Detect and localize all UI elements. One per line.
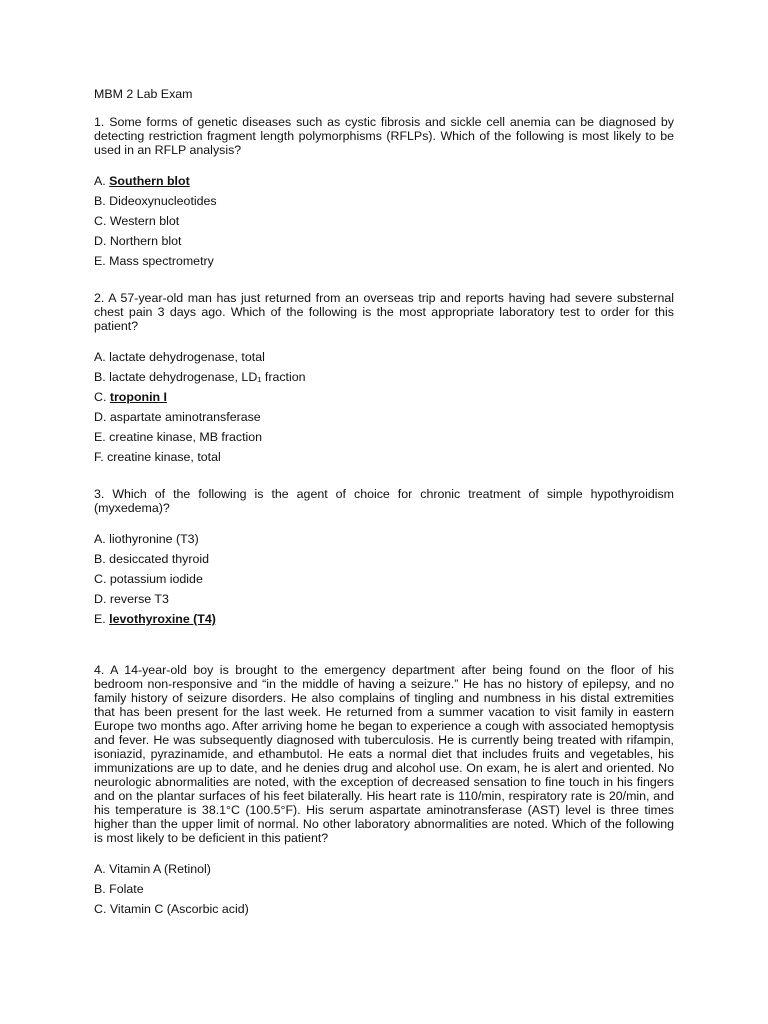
option-text: lactate dehydrogenase, total <box>109 350 265 364</box>
answer-options <box>94 529 674 629</box>
answer-option-b <box>94 367 674 387</box>
option-label: A. <box>94 350 106 364</box>
option-text: reverse T3 <box>109 592 169 606</box>
option-text: Folate <box>109 882 144 896</box>
answer-option-a <box>94 171 674 191</box>
option-text: Vitamin A (Retinol) <box>109 862 211 876</box>
option-label: B. <box>94 194 106 208</box>
option-text: liothyronine (T3) <box>109 532 199 546</box>
answer-option-d <box>94 589 674 609</box>
option-label: C. <box>94 214 107 228</box>
answer-option-d <box>94 231 674 251</box>
option-label: C. <box>94 390 107 404</box>
option-label: A. <box>94 174 106 188</box>
answer-option-a <box>94 529 674 549</box>
option-label: D. <box>94 410 107 424</box>
question-1 <box>94 115 674 271</box>
answer-option-d <box>94 407 674 427</box>
question-4 <box>94 663 674 919</box>
answer-options <box>94 171 674 271</box>
option-label: C. <box>94 902 107 916</box>
option-text: creatine kinase, total <box>107 450 221 464</box>
answer-option-a <box>94 859 674 879</box>
question-stem: 1. Some forms of genetic diseases such as cystic fibrosis and sickle cell anemia can be diagnosed by detecting restriction fragment length polymorphisms (RFLPs). Which of the following is most likely to be used in an RFLP analysis? <box>94 115 674 157</box>
option-label: B. <box>94 552 106 566</box>
document-page <box>94 87 674 919</box>
page-title: MBM 2 Lab Exam <box>94 87 193 101</box>
question-stem: 2. A 57-year-old man has just returned from an overseas trip and reports having had severe substernal chest pain 3 days ago. Which of the following is the most appropriate laboratory test to order for this patient? <box>94 291 674 333</box>
option-text: troponin I <box>109 390 167 404</box>
answer-option-a <box>94 347 674 367</box>
option-text: desiccated thyroid <box>109 552 210 566</box>
option-text: Vitamin C (Ascorbic acid) <box>109 902 249 916</box>
option-text: Dideoxynucleotides <box>109 194 217 208</box>
option-text: Southern blot <box>109 174 190 188</box>
answer-option-b <box>94 191 674 211</box>
answer-option-b <box>94 549 674 569</box>
option-text: Western blot <box>109 214 180 228</box>
option-label: E. <box>94 430 106 444</box>
question-3 <box>94 487 674 629</box>
option-label: B. <box>94 882 106 896</box>
question-stem: 3. Which of the following is the agent of choice for chronic treatment of simple hypothyroidism (myxedema)? <box>94 487 674 515</box>
option-label: A. <box>94 862 106 876</box>
answer-option-e <box>94 609 674 629</box>
answer-option-b <box>94 879 674 899</box>
option-label: E. <box>94 612 106 626</box>
answer-option-c <box>94 211 674 231</box>
option-text: Mass spectrometry <box>109 254 214 268</box>
answer-options <box>94 347 674 467</box>
option-label: A. <box>94 532 106 546</box>
answer-option-c <box>94 569 674 589</box>
answer-option-f <box>94 447 674 467</box>
answer-option-c <box>94 899 674 919</box>
answer-option-e <box>94 251 674 271</box>
option-text: creatine kinase, MB fraction <box>109 430 263 444</box>
option-label: C. <box>94 572 107 586</box>
option-label: D. <box>94 592 107 606</box>
option-text: aspartate aminotransferase <box>109 410 261 424</box>
question-stem: 4. A 14-year-old boy is brought to the emergency department after being found on the floor of his bedroom non-responsive and “in the middle of having a seizure.” He has no history of epilepsy, and no family history of seizure disorders. He also complains of tingling and numbness in his distal extremities that has been present for the last week. He returned from a summer vacation to visit family in eastern Europe two months ago. After arriving home he began to experience a cough with associated hemoptysis and fever. He was subsequently diagnosed with tuberculosis. He is currently being treated with rifampin, isoniazid, pyrazinamide, and ethambutol. He eats a normal diet that includes fruits and vegetables, his immunizations are up to date, and he denies drug and alcohol use. On exam, he is alert and oriented. No neurologic abnormalities are noted, with the exception of decreased sensation to fine touch in his fingers and on the plantar surfaces of his feet bilaterally. His heart rate is 110/min, respiratory rate is 20/min, and his temperature is 38.1°C (100.5°F). His serum aspartate aminotransferase (AST) level is three times higher than the upper limit of normal. No other laboratory abnormalities are noted. Which of the following is most likely to be deficient in this patient? <box>94 663 674 845</box>
question-2 <box>94 291 674 467</box>
answer-option-e <box>94 427 674 447</box>
option-label: E. <box>94 254 106 268</box>
option-label: B. <box>94 370 106 384</box>
option-text: lactate dehydrogenase, LD₁ fraction <box>109 370 306 384</box>
option-label: F. <box>94 450 104 464</box>
answer-options <box>94 859 674 919</box>
option-label: D. <box>94 234 107 248</box>
option-text: Northern blot <box>109 234 182 248</box>
answer-option-c <box>94 387 674 407</box>
option-text: levothyroxine (T4) <box>109 612 216 626</box>
option-text: potassium iodide <box>109 572 203 586</box>
